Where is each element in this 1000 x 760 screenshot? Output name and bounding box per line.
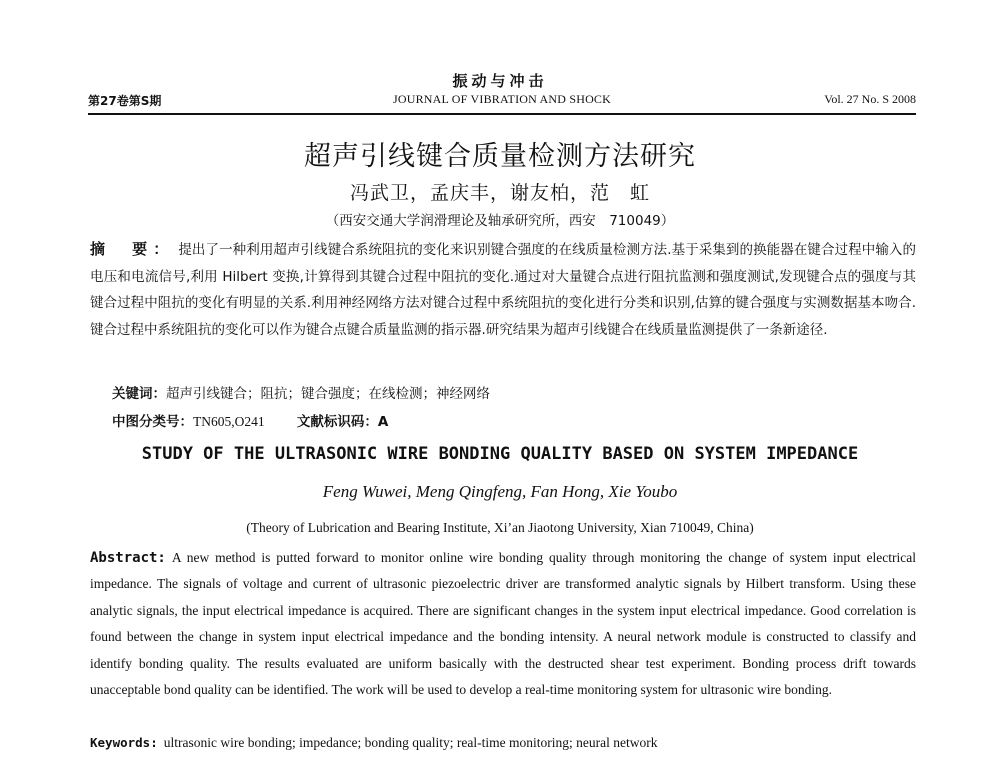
abstract-en <box>90 545 916 703</box>
document-code <box>297 414 388 430</box>
header-rule <box>88 113 916 115</box>
keywords-label-en: Keywords: <box>90 735 158 750</box>
volume-issue-en: Vol. 27 No. S 2008 <box>824 92 916 106</box>
authors-en: Feng Wuwei, Meng Qingfeng, Fan Hong, Xie Youbo <box>322 482 678 501</box>
abstract-label-cn: 摘 要： <box>90 240 175 258</box>
running-header <box>88 92 916 112</box>
paper-title-cn: 超声引线键合质量检测方法研究 <box>304 141 696 172</box>
abstract-cn <box>90 236 916 343</box>
keywords-text-cn: 超声引线键合；阻抗；键合强度；在线检测；神经网络 <box>166 386 490 402</box>
abstract-text-cn: 提出了一种利用超声引线键合系统阻抗的变化来识别键合强度的在线质量检测方法.基于采集到的换能器在键合过程中输入的电压和电流信号,利用 Hilbert 变换,计算得到其键合过程中阻抗的变化.通过对大量键合点进行阻抗监测和强度测试,发现键合点的强度与其键合过程中阻抗的变化有明显的关系.利用神经网络方法对键合过程中系统阻抗的变化进行分类和识别,估算的键合强度与实测数据基本吻合.键合过程中系统阻抗的变化可以作为键合点键合质量监测的指示器.研究结果为超声引线键合在线质量监测提供了一条新途径. <box>90 242 916 338</box>
abstract-text-en: A new method is putted forward to monitor online wire bonding quality through monitoring the change of system input electrical impedance. The signals of voltage and current of ultrasonic piezoelectric driver are transformed analytic signals by Hilbert transform. Using these analytic signals, the input electrical impedance is acquired. There are significant changes in the system input electrical impedance. Good correlation is found between the change in system input electrical impedance and the bonding intensity. A neural network module is constructed to classify and identify bonding quality. The results evaluated are uniform basically with the destructed shear test experiment. Bonding process drift towards unacceptable bond quality can be identified. The work will be used to develop a real-time monitoring system for ultrasonic wire bonding. <box>90 550 916 698</box>
keywords-en <box>90 735 916 751</box>
affiliation-en: (Theory of Lubrication and Bearing Institute, Xi’an Jiaotong University, Xian 710049, China) <box>246 520 754 535</box>
journal-name-cn: 振动与冲击 <box>452 72 548 90</box>
keywords-text-en: ultrasonic wire bonding; impedance; bonding quality; real-time monitoring; neural network <box>163 735 658 750</box>
paper-title-en: STUDY OF THE ULTRASONIC WIRE BONDING QUALITY BASED ON SYSTEM IMPEDANCE <box>141 444 859 464</box>
doc-code-value: A <box>377 414 389 430</box>
classification-row <box>112 410 912 430</box>
classification-label: 中图分类号： <box>112 414 193 430</box>
volume-issue-cn: 第27卷第S期 <box>88 94 162 108</box>
keywords-label-cn: 关键词： <box>112 386 166 402</box>
authors-cn: 冯武卫，孟庆丰，谢友柏，范 虹 <box>349 182 650 204</box>
classification-code: TN605,O241 <box>193 414 265 429</box>
abstract-label-en: Abstract: <box>90 550 166 566</box>
keywords-cn <box>112 382 912 402</box>
doc-code-label: 文献标识码： <box>296 414 378 430</box>
journal-name-en: JOURNAL OF VIBRATION AND SHOCK <box>392 92 612 106</box>
affiliation-cn: （西安交通大学润滑理论及轴承研究所，西安 710049） <box>325 213 675 229</box>
